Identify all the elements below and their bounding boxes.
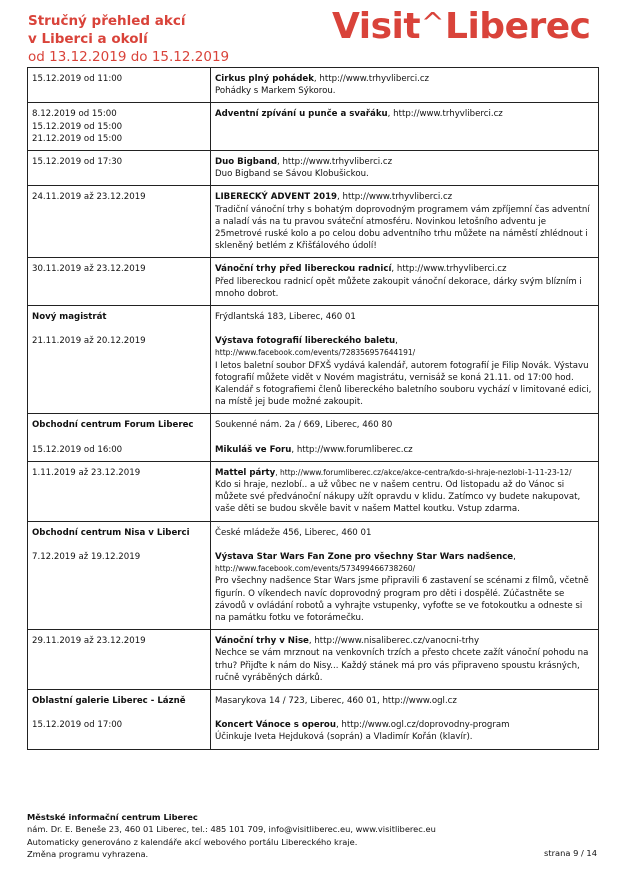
event-info-cell (211, 630, 599, 690)
event-url[interactable]: , http://www.forumliberec.cz/akce/akce-centra/kdo-si-hraje-nezlobi-1-11-23-12/ (275, 467, 572, 477)
event-row (28, 306, 599, 414)
event-dates-cell (28, 521, 211, 629)
event-title[interactable]: Mikuláš ve Foru (215, 444, 292, 455)
event-info-cell (211, 151, 599, 186)
event-date: 21.11.2019 až 20.12.2019 (32, 336, 146, 347)
event-url[interactable]: http://www.facebook.com/events/728356957644191/ (215, 348, 416, 358)
event-info-cell (211, 103, 599, 151)
title-line-2: v Liberci a okolí (28, 31, 148, 47)
event-row (28, 630, 599, 690)
event-date: 7.12.2019 až 19.12.2019 (32, 551, 141, 562)
event-date: 15.12.2019 od 16:00 (32, 444, 123, 455)
event-title[interactable]: Duo Bigband (215, 157, 278, 168)
event-date: 15.12.2019 od 11:00 (32, 74, 123, 84)
footer-org: Městské informační centrum Liberec (27, 812, 198, 822)
event-row (28, 461, 599, 521)
event-info-cell: Frýdlantská 183, Liberec, 460 01 Výstava fotografií libereckého baletu, http://www.facebook.com/events/728356957644191/ I letos baletní soubor DFXŠ vydává kalendář, autorem fotografií je Filip Novák. Výstavu fotografií můžete vidět v Novém magistrátu, vernisáž se koná 21.11. od 17:00 hod. Kalendář s fotografiemi členů libereckého baletního souboru vychází v limitované edici, na místě jej bude možné zakoupit. (211, 306, 599, 414)
event-dates-cell (28, 414, 211, 461)
event-row (28, 151, 599, 186)
event-date: 21.12.2019 od 15:00 (32, 133, 123, 144)
event-description: Před libereckou radnicí opět můžete zakoupit vánoční dekorace, dárky svým blízním i mnoho dobrot. (215, 276, 582, 299)
event-info-cell (211, 461, 599, 521)
event-description: Duo Bigband se Sávou Klobušickou. (215, 169, 369, 180)
event-dates-cell (28, 103, 211, 151)
event-description: Účinkuje Iveta Hejduková (soprán) a Vladimír Kořán (klavír). (215, 732, 473, 743)
event-date: 1.11.2019 až 23.12.2019 (32, 467, 141, 478)
event-date: 15.12.2019 od 15:00 (32, 121, 123, 132)
event-row (28, 414, 599, 461)
event-title[interactable]: Výstava fotografií libereckého baletu (215, 336, 396, 347)
event-url[interactable]: , http://www.forumliberec.cz (291, 444, 413, 455)
event-info-cell (211, 186, 599, 258)
event-description: I letos baletní soubor DFXŠ vydává kalendář, autorem fotografií je Filip Novák. Výstavu fotografií můžete vidět v Novém magistrátu, vernisáž se koná 21.11. od 17:00 hod. Kalendář s fotografiemi členů libereckého baletního souboru vychází v limitované edici, na místě jej bude možné zakoupit. (215, 360, 592, 408)
event-dates-cell (28, 68, 211, 103)
event-date: 30.11.2019 až 23.12.2019 (32, 264, 146, 275)
event-date: 15.12.2019 od 17:30 (32, 157, 123, 168)
event-row (28, 689, 599, 749)
event-dates-cell (28, 306, 211, 414)
venue-name: Nový magistrát (32, 312, 107, 323)
venue-name: Obchodní centrum Forum Liberec (32, 420, 194, 431)
event-title[interactable]: LIBERECKÝ ADVENT 2019 (215, 192, 338, 203)
event-info-cell (211, 68, 599, 103)
event-row (28, 521, 599, 629)
event-url[interactable]: , http://www.ogl.cz/doprovodny-program (335, 720, 510, 731)
event-row (28, 103, 599, 151)
event-dates-cell (28, 151, 211, 186)
event-title[interactable]: Vánoční trhy v Nise (215, 636, 309, 647)
event-date: 24.11.2019 až 23.12.2019 (32, 192, 146, 203)
event-date: 8.12.2019 od 15:00 (32, 109, 117, 120)
event-dates-cell (28, 186, 211, 258)
event-title[interactable]: Adventní zpívání u punče a svařáku (215, 109, 388, 120)
venue-name: Obchodní centrum Nisa v Liberci (32, 527, 190, 538)
event-url[interactable]: http://www.facebook.com/events/573499466738260/ (215, 564, 416, 574)
page-number: strana 9 / 14 (544, 848, 597, 858)
event-row (28, 186, 599, 258)
event-title[interactable]: Mattel párty (215, 467, 276, 478)
page-title (28, 12, 229, 66)
event-description: Tradiční vánoční trhy s bohatým doprovodným programem vám zpříjemní čas adventní a naladí vás na tu pravou sváteční atmosféru. Novinkou letošního adventu je 25metrové ruské kolo a po celou dobu adventního trhu můžete na náměstí zhlédnout i skleněný betlém z Křišťálového údolí! (215, 204, 590, 252)
event-title[interactable]: Vánoční trhy před libereckou radnicí (215, 264, 392, 275)
event-info-cell (211, 258, 599, 306)
event-date: 15.12.2019 od 17:00 (32, 720, 123, 731)
event-info-cell (211, 414, 599, 461)
event-row (28, 258, 599, 306)
event-url[interactable]: , http://www.trhyvliberci.cz (313, 74, 430, 84)
event-description: Nechce se vám mrznout na venkovních trzích a přesto chcete zažít vánoční pohodu na trhu? Přijďte k nám do Nisy... Každý stánek má pro vás připraveno spoustu krásných, ručně vyráběných dárků. (215, 648, 589, 683)
date-range: od 13.12.2019 do 15.12.2019 (28, 49, 230, 65)
visit-liberec-logo: Visit^Liberec (332, 6, 591, 47)
event-url[interactable]: , http://www.nisaliberec.cz/vanocni-trhy (308, 636, 480, 647)
event-description: Kdo si hraje, nezlobí.. a už vůbec ne v našem centru. Od listopadu až do Vánoc si můžete své předvánoční nákupy užít opravdu v klidu. Zatímco vy budete nakupovat, vaše děti se budou skvěle bavit v našem Mattel koutku. Vstup zdarma. (215, 480, 581, 515)
event-description: Pohádky s Markem Sýkorou. (215, 86, 336, 97)
venue-name: Oblastní galerie Liberec - Lázně (32, 695, 186, 706)
event-title[interactable]: Koncert Vánoce s operou (215, 720, 336, 731)
footer-note-1: Automaticky generováno z kalendáře akcí webového portálu Libereckého kraje. (27, 836, 358, 847)
event-title[interactable]: Výstava Star Wars Fan Zone pro všechny Star Wars nadšence (215, 551, 514, 562)
event-dates-cell (28, 258, 211, 306)
footer-note-2: Změna programu vyhrazena. (27, 849, 149, 860)
footer (27, 811, 436, 861)
event-dates-cell (28, 461, 211, 521)
event-description: Pro všechny nadšence Star Wars jsme připravili 6 zastavení se scénami z filmů, včetně figurín. O víkendech navíc doprovodný program pro děti i dospělé. Zúčastněte se závodů v ovládání robotů a vyhrajte vstupenky, vyfoťte se ve fotokoutku a odneste si na památku fotku ve fotorámečku. (215, 576, 589, 623)
event-info-cell (211, 689, 599, 749)
event-url[interactable]: , http://www.trhyvliberci.cz (277, 157, 393, 168)
event-url[interactable]: , http://www.trhyvliberci.cz (391, 264, 507, 275)
event-title[interactable]: Cirkus plný pohádek (215, 74, 314, 84)
title-line-1: Stručný přehled akcí (28, 13, 186, 29)
event-info-cell: České mládeže 456, Liberec, 460 01 Výstava Star Wars Fan Zone pro všechny Star Wars nadšence, http://www.facebook.com/events/573499466738260/ Pro všechny nadšence Star Wars jsme připravili 6 zastavení se scénami z filmů, včetně figurín. O víkendech navíc doprovodný program pro děti i dospělé. Zúčastněte se závodů v ovládání robotů a vyhrajte vstupenky, vyfoťte se ve fotokoutku a odneste si na památku fotku ve fotorámečku. (211, 521, 599, 629)
event-date: 29.11.2019 až 23.12.2019 (32, 636, 146, 647)
events-table (27, 67, 599, 750)
event-url[interactable]: , http://www.trhyvliberci.cz (337, 192, 453, 203)
event-dates-cell (28, 689, 211, 749)
event-dates-cell (28, 630, 211, 690)
venue-address: České mládeže 456, Liberec, 460 01 (215, 527, 372, 538)
venue-address: Frýdlantská 183, Liberec, 460 01 (215, 312, 356, 323)
venue-address: Soukenné nám. 2a / 669, Liberec, 460 80 (215, 420, 393, 431)
event-row (28, 68, 599, 103)
venue-address: Masarykova 14 / 723, Liberec, 460 01, http://www.ogl.cz (215, 695, 457, 706)
event-url[interactable]: , http://www.trhyvliberci.cz (387, 109, 503, 120)
footer-contact: nám. Dr. E. Beneše 23, 460 01 Liberec, tel.: 485 101 709, info@visitliberec.eu, www.visitliberec.eu (27, 824, 436, 835)
